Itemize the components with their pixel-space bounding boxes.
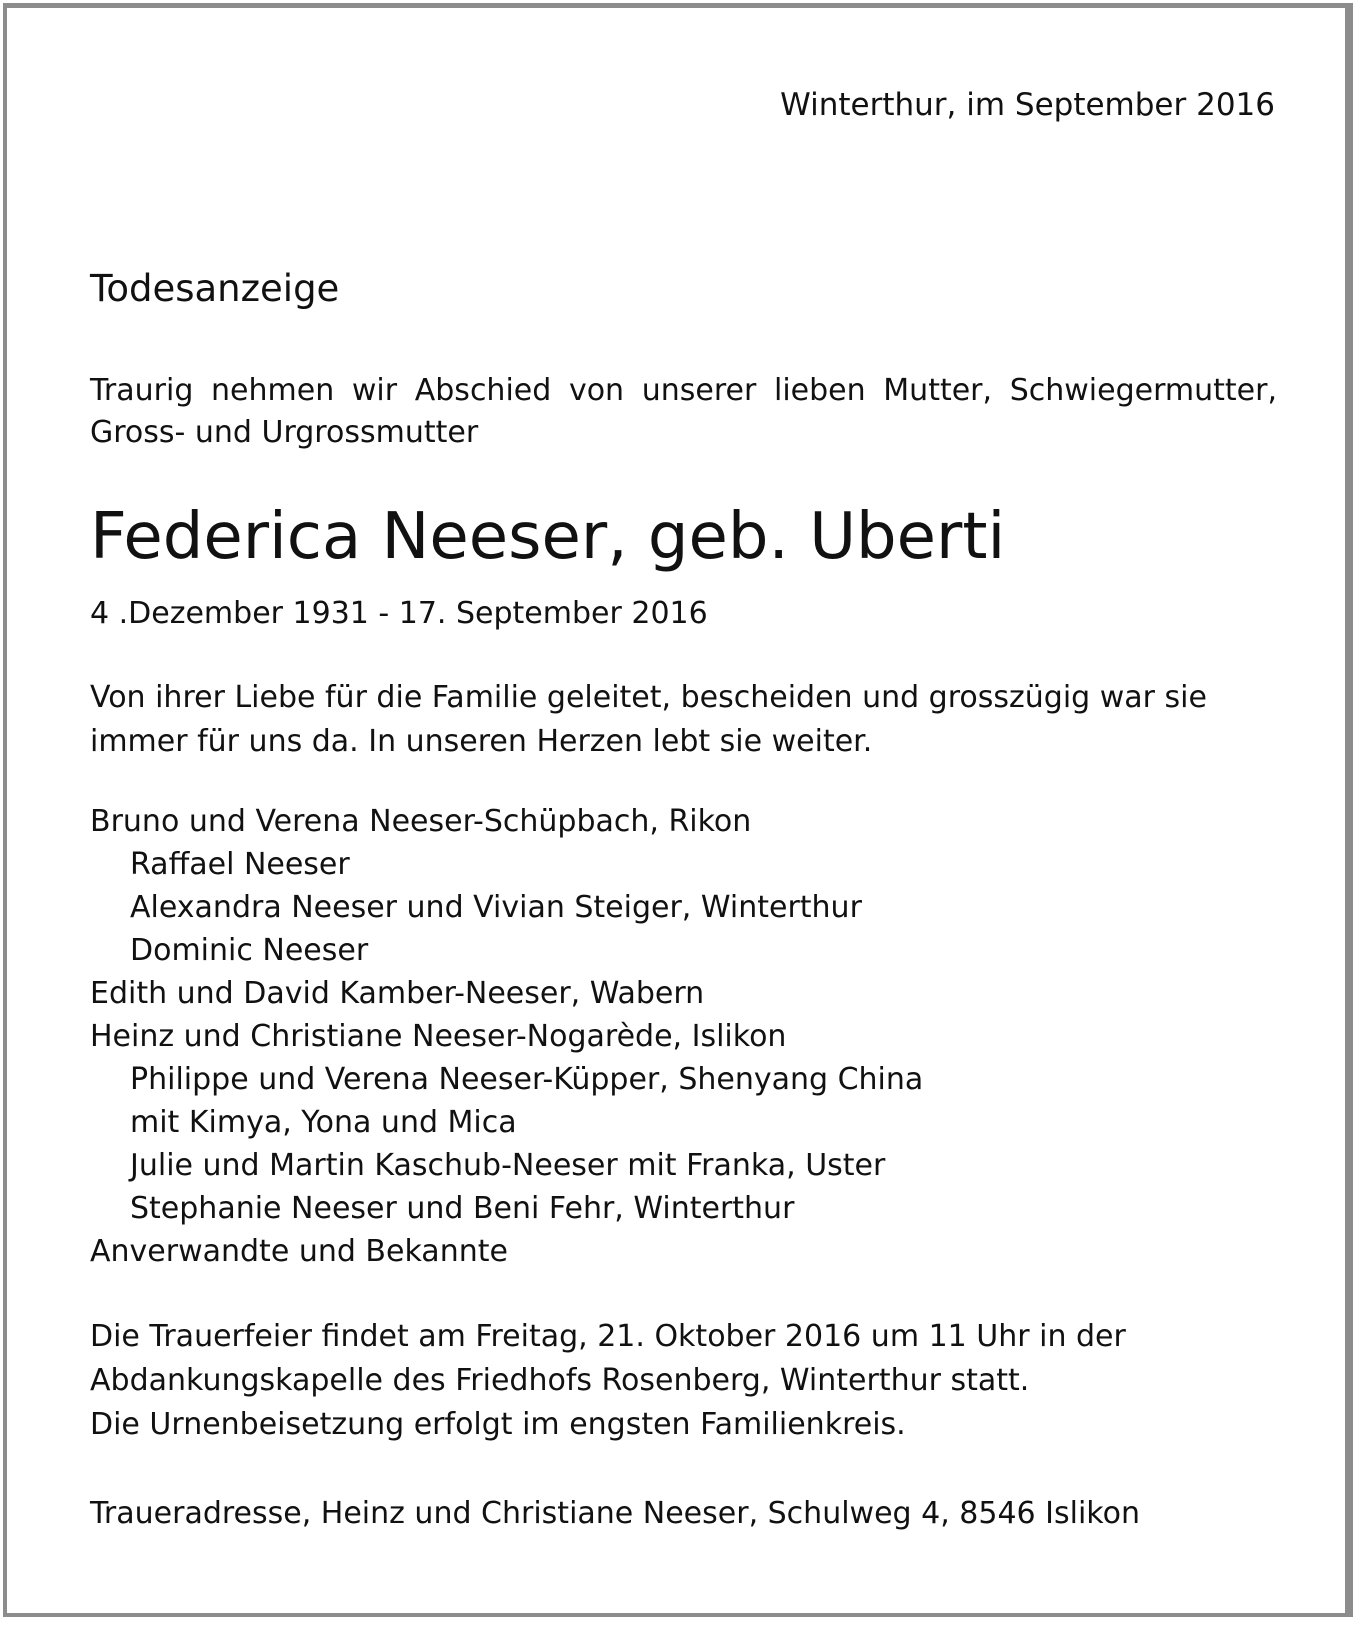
tribute-text [90, 676, 1207, 764]
mourner-entry: Stephanie Neeser und Beni Fehr, Winterthur [130, 1191, 795, 1226]
mourner-entry: Anverwandte und Bekannte [90, 1234, 508, 1269]
service-line: Die Trauerfeier findet am Freitag, 21. Oktober 2016 um 11 Uhr in der [90, 1319, 1126, 1354]
intro-line: Traurig nehmen wir Abschied von unserer lieben Mutter, Schwiegermutter, [90, 373, 1277, 408]
tribute-line: Von ihrer Liebe für die Familie geleitet, bescheiden und grosszügig war sie [90, 680, 1207, 715]
life-dates: 4 .Dezember 1931 - 17. September 2016 [90, 596, 708, 631]
mourner-entry: Dominic Neeser [130, 933, 369, 968]
notice-heading: Todesanzeige [90, 267, 340, 310]
mourner-entry: Julie und Martin Kaschub-Neeser mit Franka, Uster [130, 1148, 886, 1183]
mourner-entry: Heinz und Christiane Neeser-Nogarède, Islikon [90, 1019, 787, 1054]
tribute-line: immer für uns da. In unseren Herzen lebt sie weiter. [90, 724, 873, 759]
place-date: Winterthur, im September 2016 [780, 87, 1275, 123]
mourner-entry: Philippe und Verena Neeser-Küpper, Shenyang China [130, 1062, 924, 1097]
mourner-entry: Alexandra Neeser und Vivian Steiger, Winterthur [130, 890, 862, 925]
mourners-list [90, 800, 923, 1273]
service-info [90, 1315, 1126, 1447]
mourner-entry: Edith und David Kamber-Neeser, Wabern [90, 976, 705, 1011]
mourner-entry: Bruno und Verena Neeser-Schüpbach, Rikon [90, 804, 752, 839]
intro-line: Gross- und Urgrossmutter [90, 415, 479, 450]
service-line: Die Urnenbeisetzung erfolgt im engsten Familienkreis. [90, 1407, 906, 1442]
mourner-entry: mit Kimya, Yona und Mica [130, 1105, 517, 1140]
mourning-address: Traueradresse, Heinz und Christiane Neeser, Schulweg 4, 8546 Islikon [90, 1496, 1140, 1531]
deceased-name: Federica Neeser, geb. Uberti [90, 500, 1006, 574]
service-line: Abdankungskapelle des Friedhofs Rosenberg, Winterthur statt. [90, 1363, 1030, 1398]
mourner-entry: Raffael Neeser [130, 847, 350, 882]
intro-text [90, 370, 1277, 454]
